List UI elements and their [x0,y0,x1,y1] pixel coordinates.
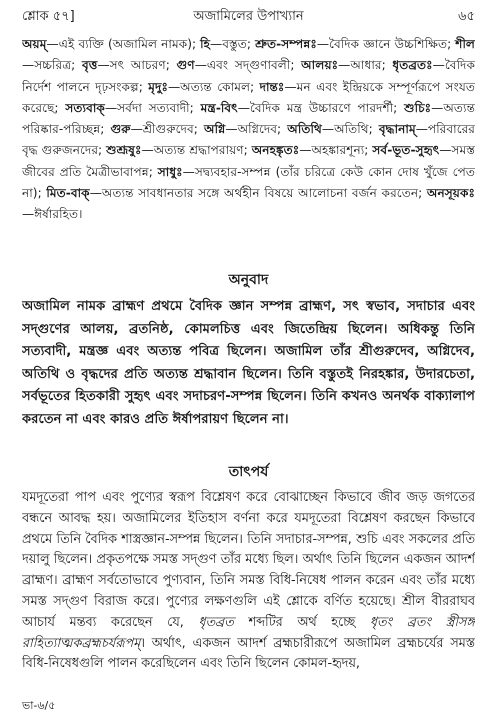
synonym-meaning: —অত্যন্ত পরিষ্কার-পরিচ্ছন্ন; [22,100,475,137]
synonym-meaning: —অহঙ্কারশূন্য; [299,143,373,158]
page-header [22,6,475,28]
synonym-meaning: —অত্যন্ত কোমল; [167,79,260,94]
synonym-word: শীল [455,37,475,51]
synonym-meaning: —এবং সদ্‌গুণাবলী; [194,58,302,73]
synonym-word: মৃদুঃ [148,79,168,94]
synonym-meaning: —বৈদিক মন্ত্র উচ্চারণে পারদর্শী; [237,100,405,115]
synonym-meaning: —মন এবং ইন্দ্রিয়কে সম্পূর্ণরূপে সংযত করেছে; [22,79,475,115]
signature-mark: ভা-৬/৫ [22,699,56,712]
synonym-meaning: —সৎ আচরণ; [97,58,177,73]
translation-text: অজামিল নামক ব্রাহ্মণ প্রথমে বৈদিক জ্ঞান সম্পন্ন ব্রাহ্মণ, সৎ স্বভাব, সদাচার এবং সদ্‌গুণের আলয়, ব্রতনিষ্ঠ, কোমলচিত্ত এবং জিতেন্দ্রিয় ছিলেন। অধিকন্তু তিনি সত্যবাদী, মন্ত্রজ্ঞ এবং অত্যন্ত পবিত্র ছিলেন। অজামিল তাঁর শ্রীগুরুদেব, অগ্নিদেব, অতিথি ও বৃদ্ধদের প্রতি অত্যন্ত শ্রদ্ধাবান ছিলেন। তিনি বস্তুতই নিরহঙ্কার, উদারচেতা, সর্বভূতের হিতকারী সুহৃৎ এবং সদাচরণ-সম্পন্ন ছিলেন। তিনি কখনও অনর্থক বাক্যালাপ করতেন না এবং কারও প্রতি ঈর্ষাপরায়ণ ছিলেন না। [22,299,475,427]
purport-italic-term-1: ধৃতব্রত [198,614,234,630]
synonym-word: শুচিঃ [404,100,432,115]
purport-text [22,488,475,695]
translation-heading: অনুবাদ [228,272,269,288]
synonym-meaning: —অত্যন্ত সাবধানতার সঙ্গে অর্থহীন বিষয়ে আলোচনা বর্জন করতেন; [89,186,427,201]
synonym-meaning: —অগ্নিদেব; [225,122,288,137]
purport-part-3: । অর্থাৎ, একজন আদর্শ ব্রহ্মচারীরূপে অজামিল ব্রহ্মচর্যের সমস্ত বিধি-নিষেধগুলি পালন করেছিলেন এবং তিনি ছিলেন কোমল-হৃদয়, [22,635,475,672]
synonym-meaning: —বৈদিক জ্ঞানে উচ্চশিক্ষিত; [316,37,456,51]
purport-part-1: যমদূতেরা পাপ এবং পুণ্যের স্বরূপ বিশ্লেষণ করে বোঝাচ্ছেন কিভাবে জীব জড় জগতের বন্ধনে আবদ্ধ হয়। অজামিলের ইতিহাস বর্ণনা করে যমদূতেরা বিশ্লেষণ করছেন কিভাবে প্রথমে তিনি বৈদিক শাস্ত্রজ্ঞান-সম্পন্ন ছিলেন। তিনি সদাচার-সম্পন্ন, শুচি এবং সকলের প্রতি দয়ালু ছিলেন। প্রকৃতপক্ষে সমস্ত সদ্‌গুণ তাঁর মধ্যে ছিল। অর্থাৎ তিনি ছিলেন একজন আদর্শ ব্রাহ্মণ। ব্রাহ্মণ সর্বতোভাবে পুণ্যবান, তিনি সমস্ত বিধি-নিষেধ পালন করেন এবং তাঁর মধ্যে সমস্ত সদ্‌গুণ বিরাজ করে। পুণ্যের লক্ষণগুলি এই শ্লোকে বর্ণিত হয়েছে। শ্রীল বীররাঘব আচার্য মন্তব্য করেছেন যে, [22,490,475,630]
synonym-word: বৃদ্ধানাম্ [378,122,416,137]
word-for-word-synonyms [22,34,475,270]
synonym-meaning: —অত্যন্ত শ্রদ্ধাপরায়ণ; [141,143,252,158]
synonym-word: বৃত্ত [81,58,98,73]
synonym-meaning: —সর্বদা সত্যবাদী; [104,100,201,115]
synonym-meaning: —ঈর্ষারহিত। [22,207,83,222]
synonym-word: সাধুঃ [157,164,183,179]
synonym-word: গুণ [176,58,195,73]
synonym-meaning: —সদ্ব্যবহার-সম্পন্ন (তাঁর চরিত্রে কেউ কোন দোষ খুঁজে পেত না); [22,164,475,201]
synonym-word: অনসূয়কঃ [426,186,475,201]
synonym-word: মিত-বাক্ [46,186,90,201]
synonym-word: অগ্নি [204,122,226,137]
chapter-title: অজামিলের উপাখ্যান [193,9,304,24]
synonym-meaning: —বস্তুত; [210,37,256,51]
page-number: ৬৫ [458,9,475,24]
synonym-meaning: —পরিবারের বৃদ্ধ গুরুজনদের; [22,122,475,158]
synonym-word: সর্ব-ভূত-সুহৃৎ [372,143,440,158]
synonym-word: অতিথি [287,122,322,137]
synonym-word: দান্তঃ [259,79,285,94]
synonym-word: আলয়ঃ [301,58,339,73]
synonym-meaning: —শ্রীগুরুদেব; [130,122,205,137]
synonym-meaning: —অতিথি; [321,122,379,137]
purport-part-2: শব্দটির অর্থ হচ্ছে [233,614,370,630]
synonym-meaning: —এই ব্যক্তি (অজামিল নামক); [46,37,201,51]
synonym-word: শুশ্রূষুঃ [106,143,142,158]
synonym-word: হি [200,37,211,51]
synonym-meaning: —সমস্ত জীবের প্রতি মৈত্রীভাবাপন্ন; [22,143,475,179]
synonym-word: অনহঙ্কৃতঃ [251,143,300,158]
purport-italic-term-2: ধৃতং ব্রতং স্ত্রীসঙ্গ রাহিত্যাত্মকব্রহ্মচর্যরূপম্ [22,614,475,651]
purport-heading: তাৎপর্য [228,464,269,480]
synonym-meaning: —আধার; [338,58,393,73]
synonym-word: গুরু [110,122,131,137]
verse-reference: শ্লোক ৫৭] [22,9,75,24]
synonym-word: মন্ত্র-বিৎ [200,100,238,115]
synonym-meaning: —সচ্চরিত্র; [22,58,82,73]
synonym-meaning: —বৈদিক নির্দেশ পালনে দৃঢ়সংকল্প; [22,58,475,94]
synonym-word: শ্রুত-সম্পন্নঃ [255,37,317,51]
synonym-word: সত্যবাক্ [65,100,105,115]
synonym-word: অয়ম্ [22,37,47,51]
synonym-word: ধৃতব্রতঃ [392,58,433,73]
